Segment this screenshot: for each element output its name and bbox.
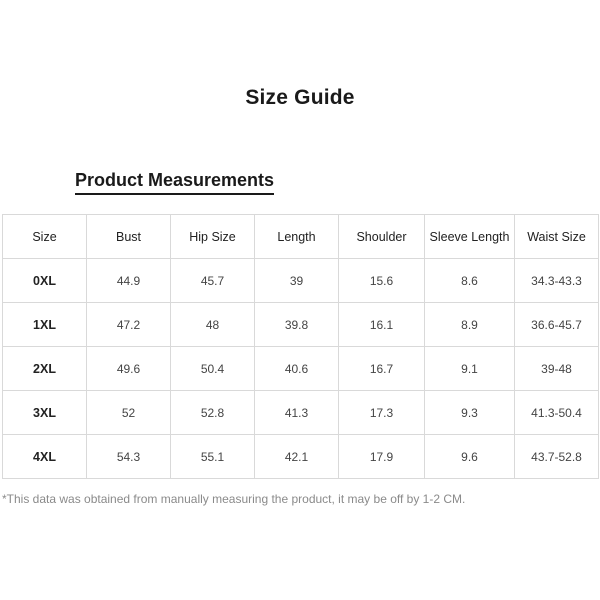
- size-cell: 0XL: [3, 259, 87, 303]
- waist-size-cell: 36.6-45.7: [515, 303, 599, 347]
- hip-size-cell: 48: [171, 303, 255, 347]
- shoulder-cell: 16.7: [339, 347, 425, 391]
- table-row: [3, 259, 599, 303]
- bust-cell: 54.3: [87, 435, 171, 479]
- page-title: Size Guide: [245, 86, 355, 109]
- shoulder-cell: 17.3: [339, 391, 425, 435]
- sleeve-length-cell: 9.6: [425, 435, 515, 479]
- shoulder-cell: 15.6: [339, 259, 425, 303]
- length-cell: 40.6: [255, 347, 339, 391]
- sleeve-length-cell: 9.1: [425, 347, 515, 391]
- header-bust: Bust: [87, 215, 171, 259]
- size-cell: 2XL: [3, 347, 87, 391]
- bust-cell: 49.6: [87, 347, 171, 391]
- header-length: Length: [255, 215, 339, 259]
- waist-size-cell: 43.7-52.8: [515, 435, 599, 479]
- shoulder-cell: 17.9: [339, 435, 425, 479]
- hip-size-cell: 45.7: [171, 259, 255, 303]
- length-cell: 39.8: [255, 303, 339, 347]
- header-sleeve-length: Sleeve Length: [425, 215, 515, 259]
- length-cell: 39: [255, 259, 339, 303]
- size-cell: 4XL: [3, 435, 87, 479]
- measurement-footnote: *This data was obtained from manually measuring the product, it may be off by 1-2 CM.: [2, 492, 466, 506]
- hip-size-cell: 55.1: [171, 435, 255, 479]
- waist-size-cell: 41.3-50.4: [515, 391, 599, 435]
- hip-size-cell: 50.4: [171, 347, 255, 391]
- size-cell: 1XL: [3, 303, 87, 347]
- bust-cell: 52: [87, 391, 171, 435]
- length-cell: 42.1: [255, 435, 339, 479]
- shoulder-cell: 16.1: [339, 303, 425, 347]
- sleeve-length-cell: 8.6: [425, 259, 515, 303]
- length-cell: 41.3: [255, 391, 339, 435]
- hip-size-cell: 52.8: [171, 391, 255, 435]
- bust-cell: 44.9: [87, 259, 171, 303]
- size-table: [2, 214, 599, 479]
- header-waist-size: Waist Size: [515, 215, 599, 259]
- waist-size-cell: 39-48: [515, 347, 599, 391]
- section-title: Product Measurements: [75, 170, 274, 195]
- table-row: [3, 435, 599, 479]
- size-cell: 3XL: [3, 391, 87, 435]
- header-size: Size: [3, 215, 87, 259]
- sleeve-length-cell: 9.3: [425, 391, 515, 435]
- table-row: [3, 303, 599, 347]
- table-row: [3, 391, 599, 435]
- header-hip-size: Hip Size: [171, 215, 255, 259]
- table-row: [3, 347, 599, 391]
- waist-size-cell: 34.3-43.3: [515, 259, 599, 303]
- sleeve-length-cell: 8.9: [425, 303, 515, 347]
- header-shoulder: Shoulder: [339, 215, 425, 259]
- table-header-row: [3, 215, 599, 259]
- bust-cell: 47.2: [87, 303, 171, 347]
